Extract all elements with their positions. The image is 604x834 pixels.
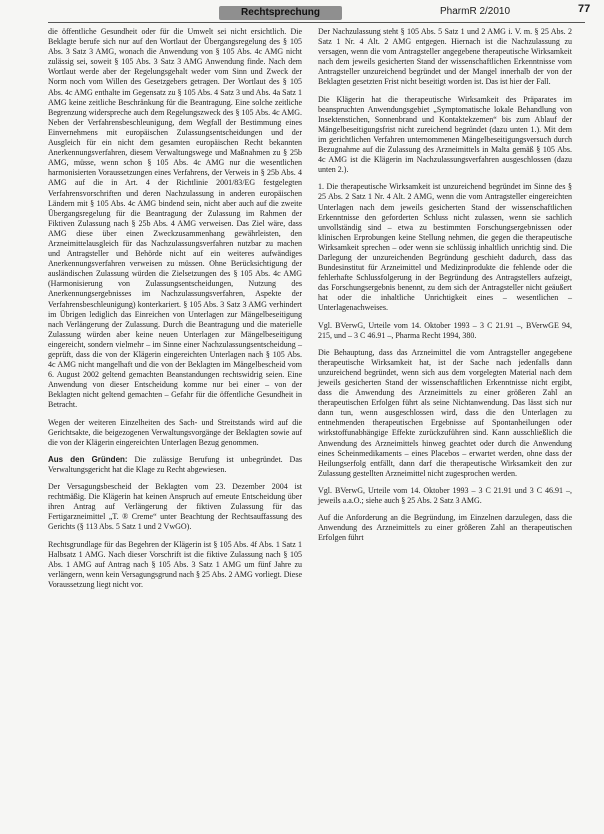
- paragraph: Wegen der weiteren Einzelheiten des Sach- und Streitstands wird auf die Gerichtsakte, die beigezogenen Verwaltungsvorgänge der Beklagten sowie auf die von der Klägerin eingereichten Unterlagen Bezug genommen.: [48, 417, 302, 447]
- paragraph: Die Klägerin hat die therapeutische Wirksamkeit des Präparates im beanspruchten Anwendungsgebiet „Symptomatische lokale Behandlung von Insektenstichen, Sonnenbrand und Kontaktekzemen“ bis zum Ablauf der Mängelbeseitigungsfrist nicht zureichend begründet (dazu unten 1.). Mit dem im gerichtlichen Verfahren unternommenen Mängelbeseitigungsversuch durch Bezugnahme auf die Zulassung des Arzneimittels in Malta gemäß § 105 Abs. 4c AMG ist die Klägerin im Nachzulassungsverfahren ausgeschlossen (dazu unten 2.).: [318, 94, 572, 175]
- page-number: 77: [578, 3, 591, 15]
- paragraph-text: Die zulässige Berufung ist unbegründet. Das Verwaltungsgericht hat die Klage zu Recht abgewiesen.: [48, 454, 302, 474]
- paragraph: [48, 455, 302, 475]
- paragraph: Der Versagungsbescheid der Beklagten vom 23. Dezember 2004 ist rechtmäßig. Die Klägerin hat keinen Anspruch auf erneute Entscheidung über ihren Antrag auf Verlängerung der fiktiven Zulassung für das Fertigarzneimittel „T. ® Creme“ unter Beachtung der Rechtsauffassung des Gerichts (§ 113 Abs. 5 Satz 1 und 2 VwGO).: [48, 482, 302, 532]
- citation: Vgl. BVerwG, Urteile vom 14. Oktober 1993 – 3 C 21.91 –, BVerwGE 94, 215, und – 3 C 46.91 –, Pharma Recht 1994, 380.: [318, 320, 572, 340]
- page-header: [0, 0, 604, 24]
- paragraph: Der Nachzulassung steht § 105 Abs. 5 Satz 1 und 2 AMG i. V. m. § 25 Abs. 2 Satz 1 Nr. 4 Alt. 2 AMG entgegen. Hiernach ist die Nachzulassung zu versagen, wenn die vom Antragsteller angegebene therapeutische Wirksamkeit nach dem jeweils gesicherten Stand der wissenschaftlichen Erkenntnisse vom Antragsteller unzureichend begründet und der Mangel innerhalb der von der Beklagten gesetzten Frist nicht beseitigt worden ist. Das ist hier der Fall.: [318, 27, 572, 87]
- paragraph: 1. Die therapeutische Wirksamkeit ist unzureichend begründet im Sinne des § 25 Abs. 2 Satz 1 Nr. 4 Alt. 2 AMG, wenn die vom Antragsteller eingereichten Unterlagen nach dem jeweils gesicherten Stand der wissenschaftlichen Erkenntnisse den geforderten Schluss nicht zulassen, wenn sie sachlich unvollständig sind – etwa zu bestimmten Forschungsergebnissen oder klinischen Erprobungen keine Stellung nehmen, die gegen die therapeutische Wirksamkeit sprechen – oder wenn sie schlüssig inhaltlich unrichtig sind. Die Darlegung der unzureichenden Begründung geschieht dadurch, dass das Bundesinstitut für Arzneimittel und Medizinprodukte die fehlende oder die fehlerhafte Schlussfolgerung in der Begründung des Antragstellers aufzeigt, das Forschungsergebnis benennt, zu dem sich der Antragsteller nicht geäußert hat oder die inhaltliche Unrichtigkeit eines – wesentlichen – Unterlagenachweises.: [318, 182, 572, 313]
- citation: Vgl. BVerwG, Urteile vom 14. Oktober 1993 – 3 C 21.91 und 3 C 46.91 –, jeweils a.a.O.; siehe auch § 25 Abs. 2 Satz 3 AMG.: [318, 485, 572, 506]
- paragraph: Die Behauptung, dass das Arzneimittel die vom Antragsteller angegebene therapeutische Wirksamkeit hat, ist der Sache nach jedenfalls dann unzureichend begründet, wenn sich aus dem vorgelegten Material nach dem jeweils gesicherten Stand der wissenschaftlichen Erkenntnisse nicht ergibt, dass die Anwendung des Arzneimittels zu einer größeren Zahl an therapeutischen Erfolgen führt als seine Nichtanwendung. Das lässt sich nur dann tun, wenn ausgeschlossen wird, dass die den Unterlagen zu entnehmenden therapeutischen Ergebnisse auf Spontanheilungen oder wirkstoffunabhängige Effekte zurückzuführen sind. Kann ausschließlich die Anwendung des Arzneimittels hinweg geachtet oder durch die Anwendung eines Scheinmedikaments – eines Placebos – erwartet werden, ohne dass der Heilungserfolg entfällt, dann darf die therapeutische Wirksamkeit den zur Zulassung gestellten Arzneimittel nicht zugesprochen werden.: [318, 347, 572, 478]
- section-label: Rechtsprechung: [219, 6, 342, 20]
- paragraph: die öffentliche Gesundheit oder für die Umwelt sei nicht ersichtlich. Die Beklagte berufe sich nur auf den Wortlaut der Übergangsregelung des § 105 Abs. 3 Satz 3 AMG, wonach die Anwendung von § 105 Abs. 4c AMG nicht zulässig sei, soweit § 105 Abs. 3 Satz 3 AMG Anwendung finde. Nach dem Wortlaut werde aber der Regelungsgehalt weder vom Sinn und Zweck der Norm noch vom Willen des Gesetzgebers getragen. Der Wortlaut des § 105 Abs. 4c AMG enthalte im Gegensatz zu § 105 Abs. 4 Satz 3 und Abs. 4a Satz 1 AMG keine zeitliche Beschränkung für die Beantragung. Eine solche zeitliche Begrenzung widerspreche auch dem Regelungszweck des § 105 Abs. 4c AMG. Neben der Verfahrensbeschleunigung, dem Wegfall der Bestimmung eines Einvernehmens mit europäischen Zulassungsentscheidungen und der Ausgleich für ein nicht dem gesamten europäischen Recht bekannten Anerkennungsverfahren, diesem Verwaltungswege und Maßnahmen zu § 25b AMG, müsse, wenn schon § 105 Abs. 4c AMG nur die wesentlichen harmonisierten Voraussetzungen eines Verfahrens, der Verweis in § 25b Abs. 4 AMG auf die in Art. 4 der Richtlinie 2001/83/EG festgelegten Verfahrensvorschriften und deren Nachzulassung in anderen europäischen Ländern mit § 105 Abs. 4c AMG bindend sein, nicht aber auch auf die zweite Übergangsregelung für die Beantragung der Zulassung im Rahmen der Fiktiven Zulassung nach § 25b Abs. 4 AMG verweisen. Das Ziel wäre, dass AMG diese über einen Zweckzusammenhang gewährleisten, den Arzneimittelausgleich für das Nachzulassungsverfahren nutzbar zu machen und Antragsteller und Behörde nicht auf ein weiteres aufwändiges Anerkennungsverfahren verweisen zu müssen. Ohne Berücksichtigung der ausländischen Zulassung würden die Zielsetzungen des § 105 Abs. 4c AMG (Harmonisierung von Zulassungsentscheidungen, Nutzung des Anerkennungsergebnisses im Nachzulassungsverfahren, Aspekte der Verfahrensbeschleunigung) konterkariert. § 105 Abs. 3 Satz 3 AMG verhindert im Übrigen lediglich das Einreichen von Unterlagen zur Mängelbeseitigung nach Verlängerung der Zulassung. Durch die Beantragung und die materielle Zulassung würden aber keine neuen Unterlagen zur Mängelbeseitigung eingereicht, sondern vielmehr – im Sinne einer Nachzulassungsentscheidung – geprüft, dass die von der Klägerin eingereichten Unterlagen nach § 105 Abs. 4c AMG nicht mangelhaft und die von der Beklagten im Mängelbescheid vom 6. August 2002 geltend gemachten Beanstandungen rechtswidrig seien. Eine Anwendung von dieser Entscheidung komme nur bei einer – von der Beklagten nicht geltend gemachten – Gefahr für die öffentliche Gesundheit in Betracht.: [48, 27, 302, 410]
- journal-reference: PharmR 2/2010: [440, 6, 511, 17]
- paragraph: Auf die Anforderung an die Begründung, im Einzelnen darzulegen, dass die Anwendung des Arzneimittels zu einer größeren Zahl an therapeutischen Erfolgen führt: [318, 513, 572, 543]
- left-column: [48, 27, 302, 597]
- header-rule: [48, 22, 585, 23]
- right-column: [318, 27, 572, 550]
- paragraph: Rechtsgrundlage für das Begehren der Klägerin ist § 105 Abs. 4f Abs. 1 Satz 1 Halbsatz 1 AMG. Nach dieser Vorschrift ist die fiktive Zulassung nach § 105 Abs. 1 AMG auf Antrag nach § 105 Abs. 3 Satz 1 AMG um fünf Jahre zu verlängern, wenn kein Versagungsgrund nach § 25 Abs. 2 AMG vorliegt. Diese Voraussetzung liegt nicht vor.: [48, 539, 302, 589]
- section-lead: Aus den Gründen:: [48, 454, 128, 464]
